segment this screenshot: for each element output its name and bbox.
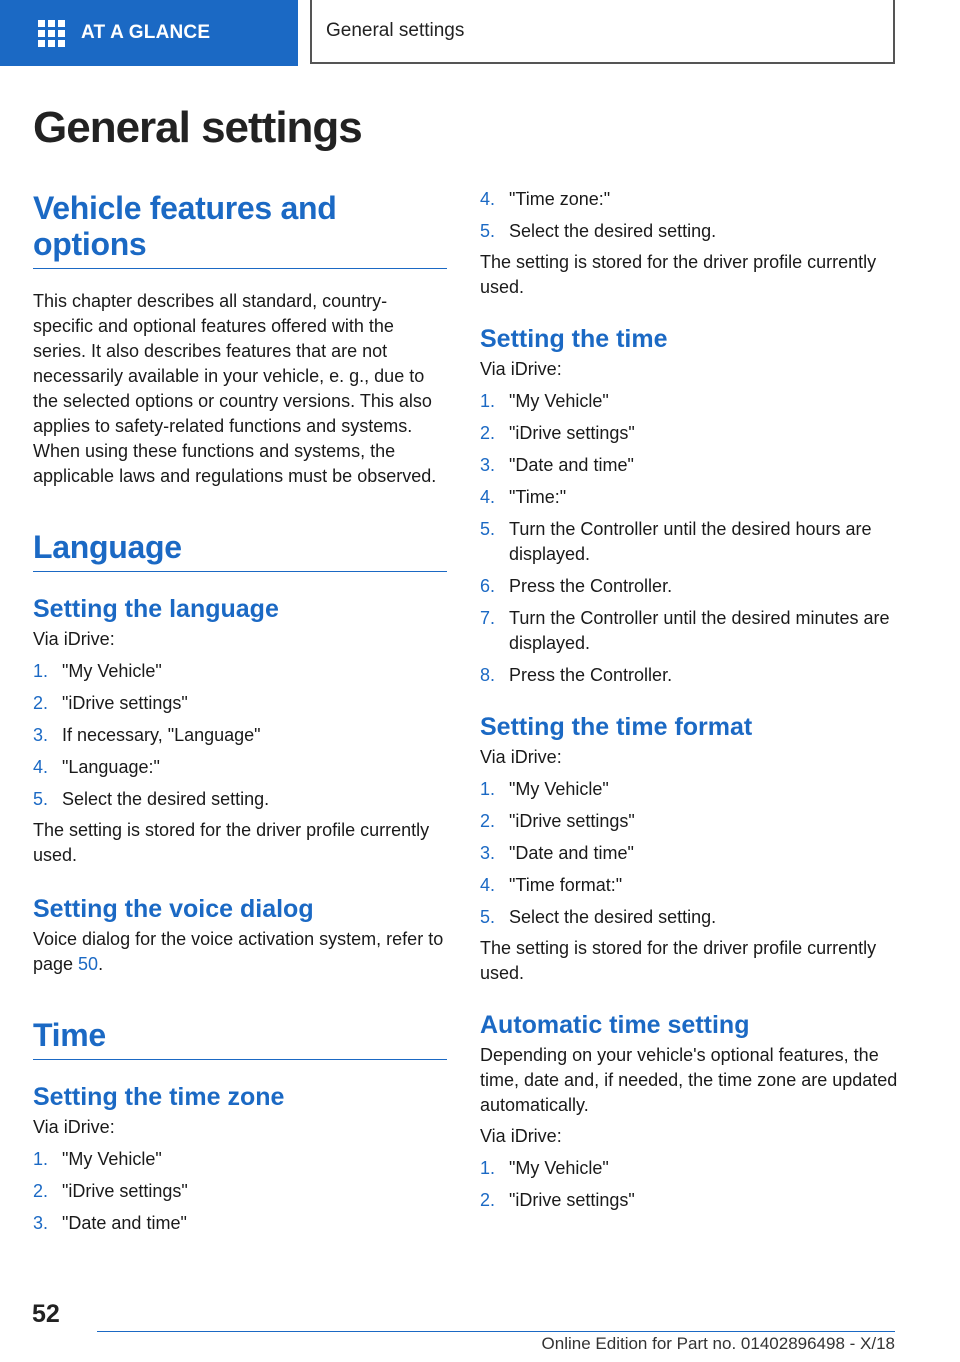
tab-at-a-glance[interactable] <box>0 0 298 66</box>
setting-time-heading: Setting the time <box>480 325 668 353</box>
list-item: 2. "iDrive settings" <box>33 693 188 713</box>
tab-at-a-glance-label: AT A GLANCE <box>81 22 211 43</box>
list-item: 5. Select the desired setting. <box>480 907 717 927</box>
time-format-steps <box>480 777 898 930</box>
time-zone-steps-continued <box>480 187 898 244</box>
list-item: 2. "iDrive settings" <box>480 811 635 831</box>
grid-menu-icon <box>38 20 65 47</box>
voice-dialog-heading: Setting the voice dialog <box>33 895 314 923</box>
time-heading: Time <box>33 1017 447 1060</box>
current-section-title: General settings <box>326 20 465 41</box>
right-column <box>480 187 898 1213</box>
setting-language-heading: Setting the language <box>33 595 279 623</box>
time-format-via: Via iDrive: <box>480 747 562 767</box>
automatic-time-heading: Automatic time setting <box>480 1011 750 1039</box>
list-item: 4. "Time:" <box>480 487 567 507</box>
list-item: 1. "My Vehicle" <box>480 391 609 411</box>
setting-time-via: Via iDrive: <box>480 359 562 379</box>
setting-language-via: Via iDrive: <box>33 629 115 649</box>
footer-divider <box>97 1331 895 1332</box>
time-zone-via: Via iDrive: <box>33 1117 115 1137</box>
list-item: 8. Press the Controller. <box>480 665 673 685</box>
list-item: 4. "Time zone:" <box>480 189 611 209</box>
setting-time-steps <box>480 389 898 688</box>
time-zone-note: The setting is stored for the driver profile currently used. <box>480 252 877 297</box>
vehicle-features-paragraph: This chapter describes all standard, country-specific and optional features offered with the series. It also describes features that are not necessarily available in your vehicle, e. g., due to the selected options or country versions. This also applies to safety-related functions and systems. When using these functions and systems, the applicable laws and regulations must be observed. <box>33 291 437 486</box>
list-item: 7. Turn the Controller until the desired minutes are displayed. <box>480 608 890 653</box>
list-item: 1. "My Vehicle" <box>480 779 609 799</box>
time-zone-steps <box>33 1147 447 1236</box>
list-item: 5. Turn the Controller until the desired hours are displayed. <box>480 519 872 564</box>
list-item: 1. "My Vehicle" <box>33 1149 162 1169</box>
left-column <box>33 190 447 1236</box>
list-item: 2. "iDrive settings" <box>480 1190 635 1210</box>
automatic-time-via: Via iDrive: <box>480 1126 562 1146</box>
list-item: 2. "iDrive settings" <box>33 1181 188 1201</box>
time-format-note: The setting is stored for the driver profile currently used. <box>480 938 877 983</box>
list-item: 4. "Time format:" <box>480 875 623 895</box>
list-item: 3. "Date and time" <box>480 843 634 863</box>
setting-language-note: The setting is stored for the driver profile currently used. <box>33 820 430 865</box>
automatic-time-paragraph: Depending on your vehicle's optional features, the time, date and, if needed, the time zone are updated automatically. <box>480 1045 898 1115</box>
time-format-heading: Setting the time format <box>480 713 753 741</box>
list-item: 2. "iDrive settings" <box>480 423 635 443</box>
vehicle-features-heading-line1: Vehicle features and <box>33 190 337 226</box>
automatic-time-steps <box>480 1156 898 1213</box>
list-item: 4. "Language:" <box>33 757 160 777</box>
list-item: 1. "My Vehicle" <box>480 1158 609 1178</box>
list-item: 3. If necessary, "Language" <box>33 725 261 745</box>
list-item: 6. Press the Controller. <box>480 576 673 596</box>
vehicle-features-heading <box>33 190 447 269</box>
list-item: 3. "Date and time" <box>480 455 634 475</box>
page-title: General settings <box>33 103 362 152</box>
page-number: 52 <box>32 1300 60 1328</box>
vehicle-features-heading-line2: options <box>33 226 147 262</box>
list-item: 1. "My Vehicle" <box>33 661 162 681</box>
language-heading: Language <box>33 529 447 572</box>
time-zone-heading: Setting the time zone <box>33 1083 285 1111</box>
setting-language-steps <box>33 659 447 812</box>
list-item: 5. Select the desired setting. <box>480 221 717 241</box>
top-navigation-bar <box>0 0 960 66</box>
voice-dialog-paragraph: Voice dialog for the voice activation system, refer to page 50. <box>33 929 444 974</box>
page-link[interactable]: 50 <box>78 954 99 974</box>
list-item: 3. "Date and time" <box>33 1213 187 1233</box>
list-item: 5. Select the desired setting. <box>33 789 270 809</box>
tab-current-section <box>310 0 895 64</box>
footer-edition: Online Edition for Part no. 01402896498 - X/18 <box>541 1334 895 1353</box>
